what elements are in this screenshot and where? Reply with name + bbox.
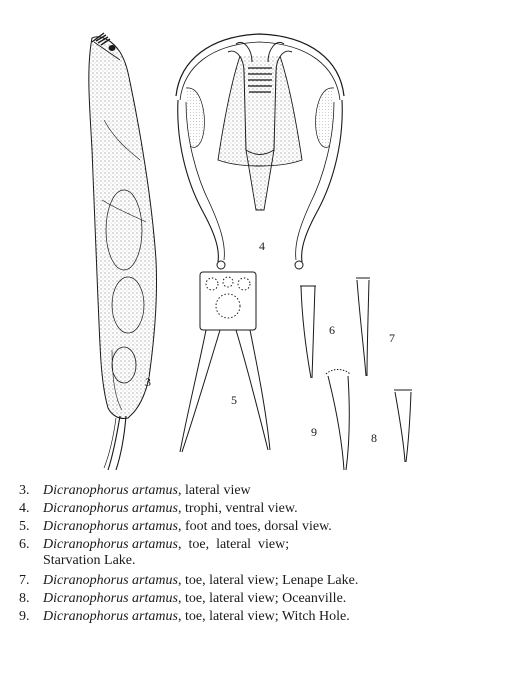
- caption-text: , toe, lateral view;: [177, 537, 290, 552]
- caption-text: , lateral view: [177, 483, 251, 498]
- figure-number-4: 4: [259, 239, 265, 253]
- figure-number-6: 6: [329, 323, 335, 337]
- species-name: Dicranophorus artamus: [43, 591, 178, 606]
- caption-text: , toe, lateral view; Lenape Lake.: [177, 573, 359, 588]
- caption-number: 5.: [19, 519, 30, 534]
- figure-number-9: 9: [311, 425, 317, 439]
- caption-text: , trophi, ventral view.: [177, 501, 298, 516]
- caption-text: , toe, lateral view; Witch Hole.: [177, 609, 350, 624]
- figure-number-8: 8: [371, 431, 377, 445]
- fig7-toe-drawing: [356, 278, 370, 376]
- caption-number: 7.: [19, 573, 30, 588]
- figure-number-3: 3: [145, 375, 151, 389]
- species-name: Dicranophorus artamus: [43, 501, 178, 516]
- caption-number: 6.: [19, 537, 30, 552]
- caption-locality: Starvation Lake.: [43, 553, 136, 568]
- caption-text: , foot and toes, dorsal view.: [177, 519, 332, 534]
- caption-number: 8.: [19, 591, 30, 606]
- caption-number: 3.: [19, 483, 30, 498]
- fig3-body-drawing: [89, 33, 157, 470]
- species-name: Dicranophorus artamus: [43, 609, 178, 624]
- figure-number-7: 7: [389, 331, 395, 345]
- caption-number: 9.: [19, 609, 30, 624]
- fig5-foot-drawing: [180, 272, 270, 452]
- species-name: Dicranophorus artamus: [43, 573, 178, 588]
- caption-number: 4.: [19, 501, 30, 516]
- fig4-trophi-drawing: [176, 34, 344, 269]
- figure-number-5: 5: [231, 393, 237, 407]
- species-name: Dicranophorus artamus: [43, 519, 178, 534]
- caption-text: , toe, lateral view; Oceanville.: [177, 591, 347, 606]
- fig9-toe-drawing: [326, 370, 350, 471]
- fig6-toe-drawing: [300, 286, 316, 378]
- fig8-toe-drawing: [394, 390, 412, 462]
- species-name: Dicranophorus artamus: [43, 483, 178, 498]
- species-name: Dicranophorus artamus: [43, 537, 178, 552]
